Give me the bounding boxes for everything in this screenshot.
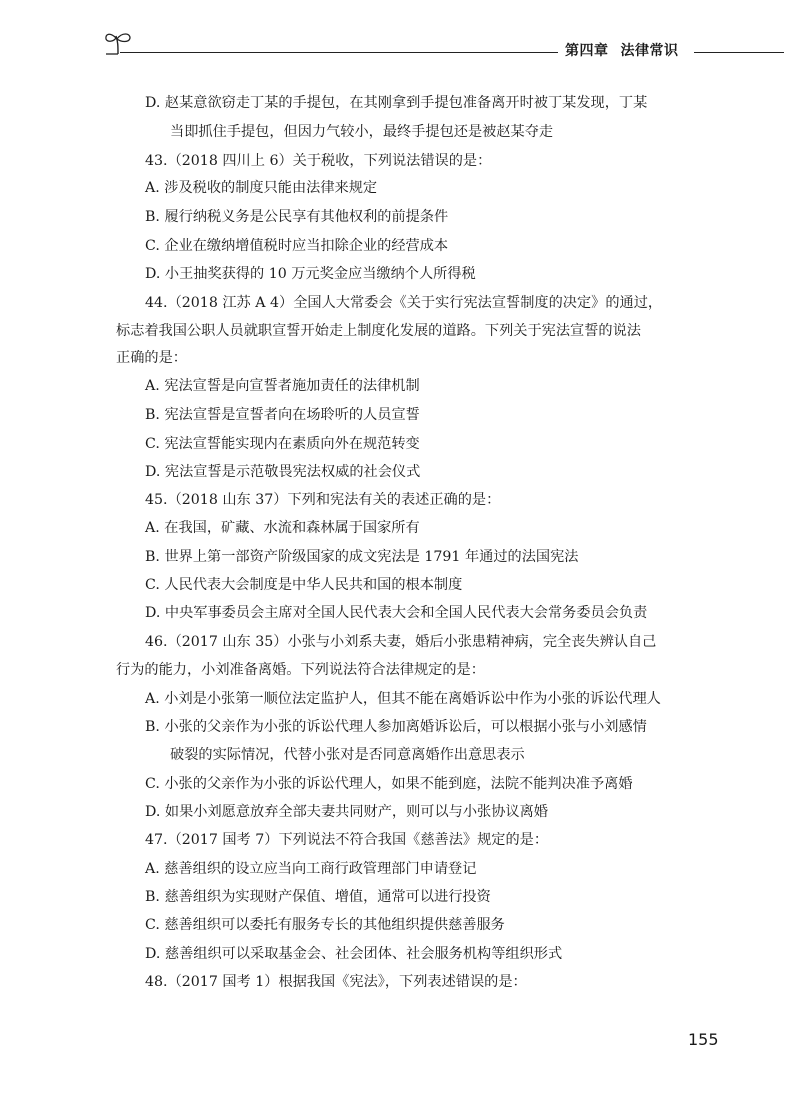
option-line: B. 世界上第一部资产阶级国家的成文宪法是 1791 年通过的法国宪法 [145,549,579,565]
option-line: C. 企业在缴纳增值税时应当扣除企业的经营成本 [145,238,449,254]
option-line: A. 慈善组织的设立应当向工商行政管理部门申请登记 [145,861,477,877]
text-line: 当即抓住手提包，但因力气较小，最终手提包还是被赵某夺走 [170,124,554,140]
page-number: 155 [688,1030,719,1049]
option-line: C. 人民代表大会制度是中华人民共和国的根本制度 [145,577,463,593]
text-line: D. 赵某意欲窃走丁某的手提包，在其刚拿到手提包准备离开时被丁某发现，丁某 [145,95,648,111]
option-line: B. 慈善组织为实现财产保值、增值，通常可以进行投资 [145,889,491,905]
option-line: B. 履行纳税义务是公民享有其他权利的前提条件 [145,209,449,225]
text-line: 行为的能力，小刘准备离婚。下列说法符合法律规定的是： [116,662,485,678]
option-line: A. 在我国，矿藏、水流和森林属于国家所有 [145,520,420,536]
option-line: C. 慈善组织可以委托有服务专长的其他组织提供慈善服务 [145,917,505,933]
option-line: D. 小王抽奖获得的 10 万元奖金应当缴纳个人所得税 [145,266,476,282]
option-line: D. 慈善组织可以采取基金会、社会团体、社会服务机构等组织形式 [145,946,563,962]
option-line: D. 中央军事委员会主席对全国人民代表大会和全国人民代表大会常务委员会负责 [145,605,648,621]
question-44: 44.（2018 江苏 A 4）全国人大常委会《关于实行宪法宣誓制度的决定》的通过， [145,295,663,311]
question-46: 46.（2017 山东 35）小张与小刘系夫妻，婚后小张患精神病，完全丧失辨认自己 [145,634,657,650]
chapter-number: 第四章 [565,43,609,59]
option-line: B. 宪法宣誓是宣誓者向在场聆听的人员宣誓 [145,407,420,423]
option-line: A. 涉及税收的制度只能由法律来规定 [145,180,378,196]
option-line: C. 宪法宣誓能实现内在素质向外在规范转变 [145,436,420,452]
option-line: A. 宪法宣誓是向宣誓者施加责任的法律机制 [145,378,420,394]
option-line: D. 如果小刘愿意放弃全部夫妻共同财产，则可以与小张协议离婚 [145,804,548,820]
option-line: C. 小张的父亲作为小张的诉讼代理人，如果不能到庭，法院不能判决准予离婚 [145,776,633,792]
option-line: B. 小张的父亲作为小张的诉讼代理人参加离婚诉讼后，可以根据小张与小刘感情 [145,719,647,735]
option-line: D. 宪法宣誓是示范敬畏宪法权威的社会仪式 [145,464,421,480]
chapter-title: 法律常识 [620,43,679,59]
text-line: 正确的是： [116,350,187,366]
text-line: 破裂的实际情况，代替小张对是否同意离婚作出意思表示 [170,747,525,763]
question-47: 47.（2017 国考 7）下列说法不符合我国《慈善法》规定的是： [145,832,549,848]
question-45: 45.（2018 山东 37）下列和宪法有关的表述正确的是： [145,492,501,508]
question-43: 43.（2018 四川上 6）关于税收，下列说法错误的是： [145,153,492,169]
text-line: 标志着我国公职人员就职宣誓开始走上制度化发展的道路。下列关于宪法宣誓的说法 [116,323,641,339]
question-48: 48.（2017 国考 1）根据我国《宪法》，下列表述错误的是： [145,974,527,990]
option-line: A. 小刘是小张第一顺位法定监护人，但其不能在离婚诉讼中作为小张的诉讼代理人 [145,691,661,707]
